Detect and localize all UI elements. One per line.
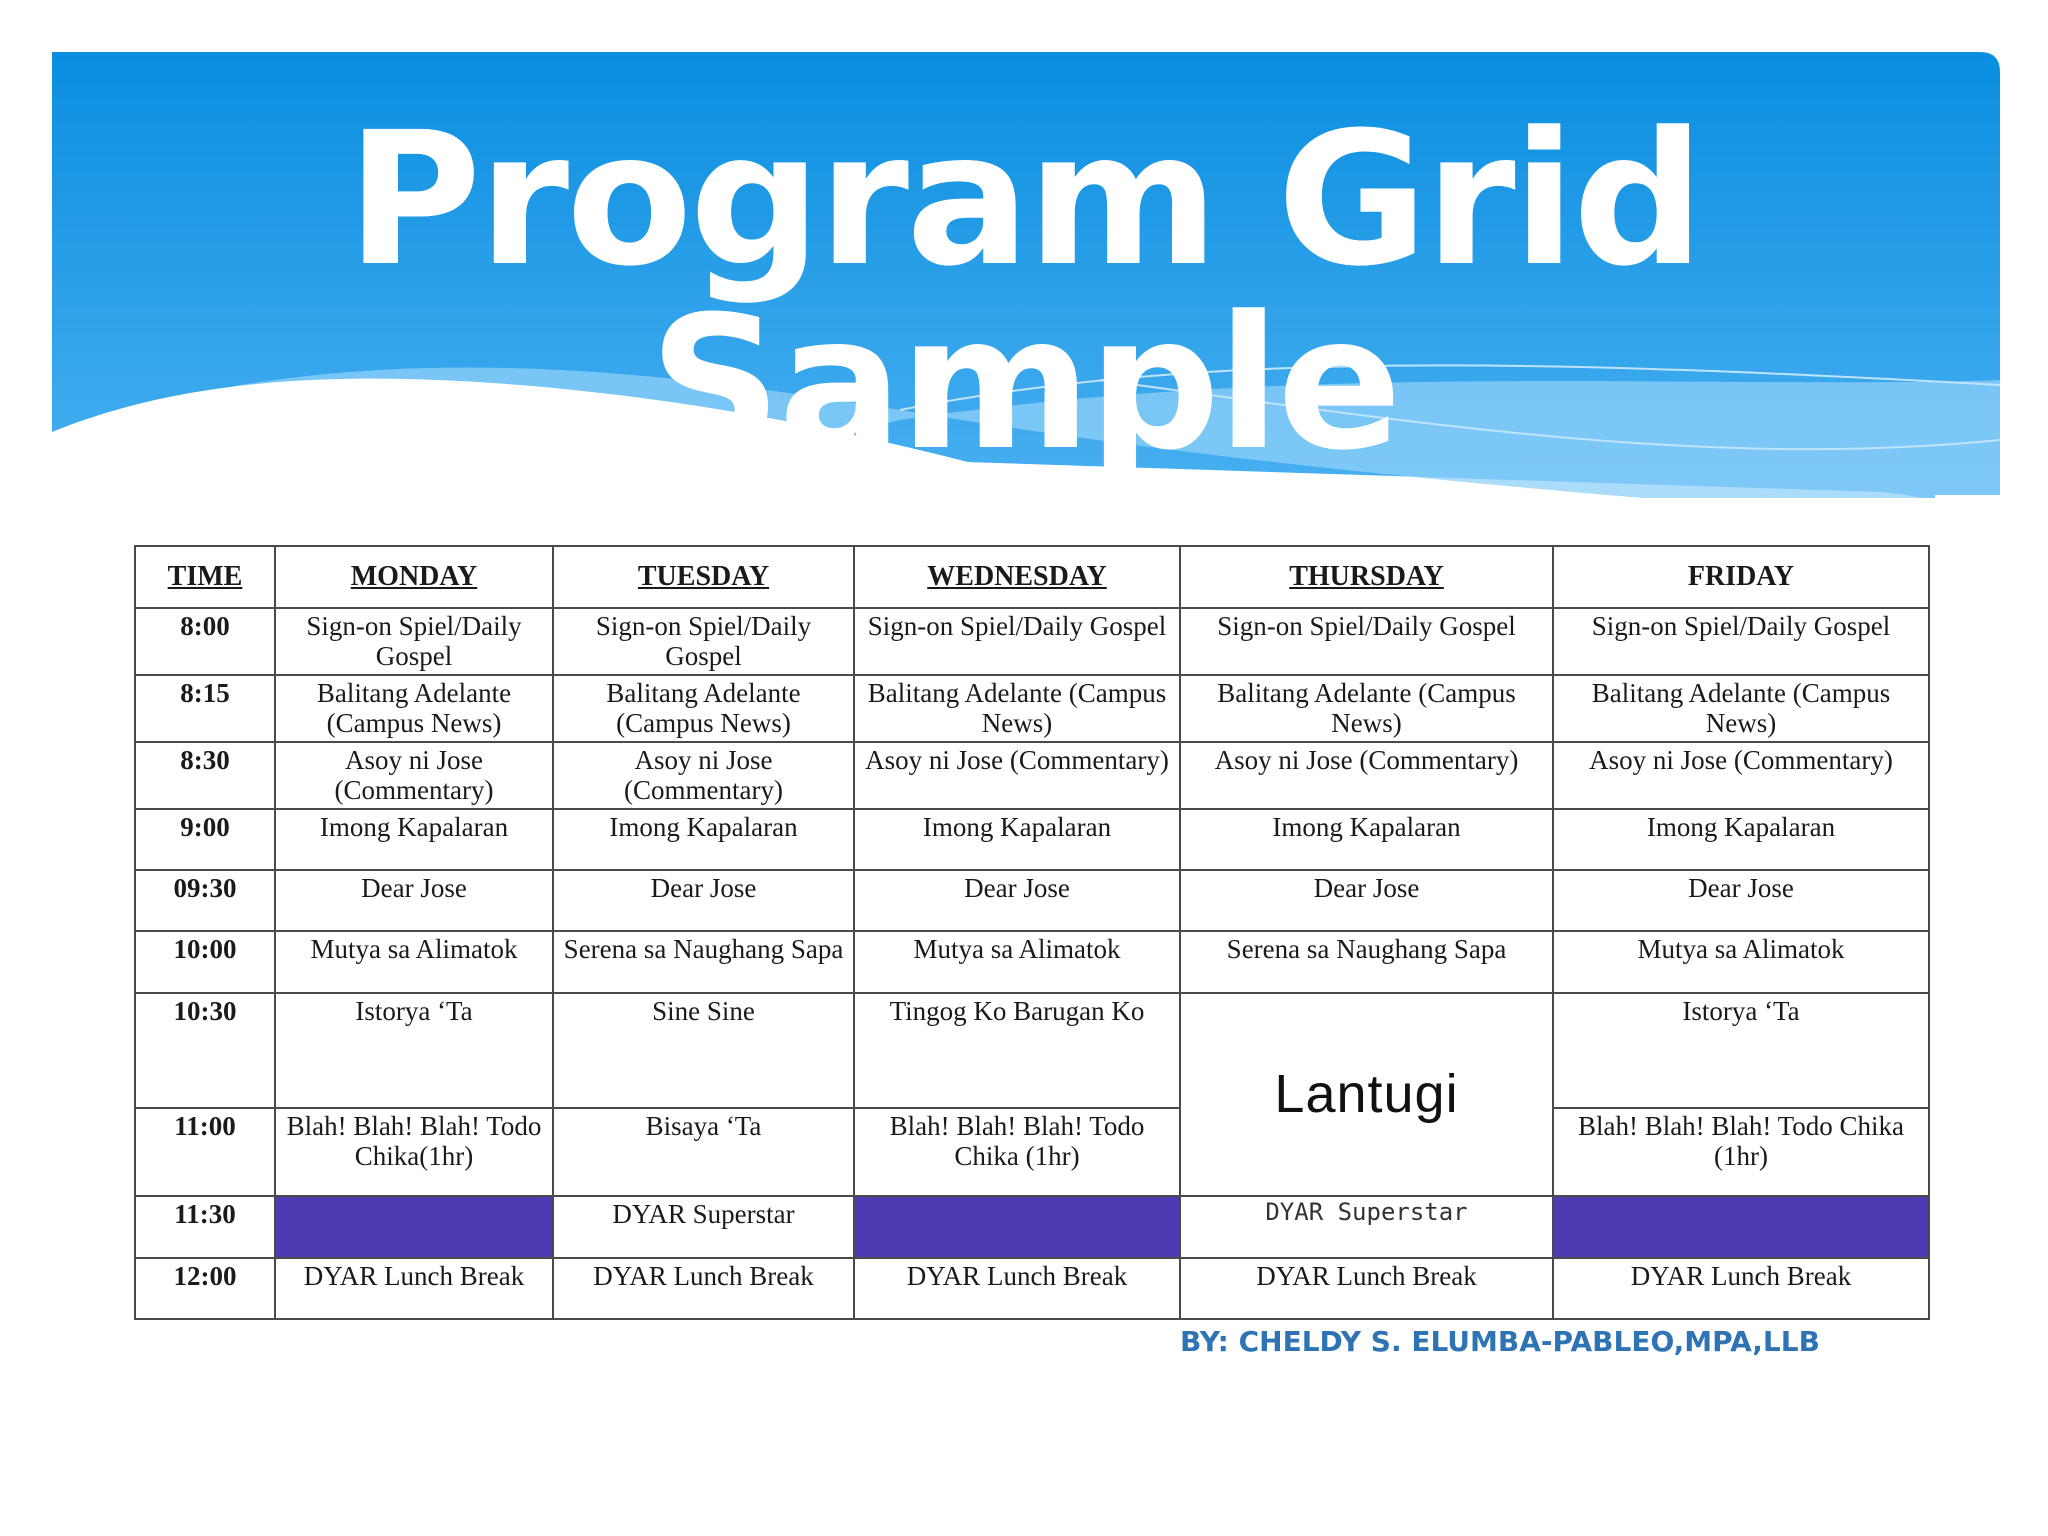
program-cell-handwritten: DYAR Superstar bbox=[1180, 1196, 1553, 1257]
program-cell: Balitang Adelante (Campus News) bbox=[275, 675, 553, 742]
filled-cell bbox=[275, 1196, 553, 1257]
time-cell: 8:30 bbox=[135, 742, 275, 809]
program-cell: Sign-on Spiel/Daily Gospel bbox=[553, 608, 854, 675]
program-cell: DYAR Lunch Break bbox=[1180, 1258, 1553, 1319]
program-cell: Balitang Adelante (Campus News) bbox=[553, 675, 854, 742]
program-cell: Imong Kapalaran bbox=[275, 809, 553, 870]
table-row bbox=[135, 870, 1929, 931]
time-cell: 10:30 bbox=[135, 993, 275, 1108]
program-cell: DYAR Superstar bbox=[553, 1196, 854, 1257]
program-grid-table bbox=[134, 545, 1930, 1320]
column-header-time: TIME bbox=[135, 546, 275, 608]
program-cell: Imong Kapalaran bbox=[1553, 809, 1929, 870]
program-cell: Sign-on Spiel/Daily Gospel bbox=[1553, 608, 1929, 675]
author-credit: BY: CHELDY S. ELUMBA-PABLEO,MPA,LLB bbox=[1180, 1325, 1820, 1358]
scan-edge bbox=[1935, 495, 2000, 535]
program-cell: Blah! Blah! Blah! Todo Chika (1hr) bbox=[1553, 1108, 1929, 1197]
program-cell: Sign-on Spiel/Daily Gospel bbox=[1180, 608, 1553, 675]
table-row bbox=[135, 742, 1929, 809]
filled-cell bbox=[1553, 1196, 1929, 1257]
program-cell: Mutya sa Alimatok bbox=[1553, 931, 1929, 992]
time-cell: 10:00 bbox=[135, 931, 275, 992]
program-cell: Dear Jose bbox=[1180, 870, 1553, 931]
column-header-wednesday: WEDNESDAY bbox=[854, 546, 1180, 608]
table-row bbox=[135, 608, 1929, 675]
column-header-friday: FRIDAY bbox=[1553, 546, 1929, 608]
time-cell: 09:30 bbox=[135, 870, 275, 931]
time-cell: 12:00 bbox=[135, 1258, 275, 1319]
program-cell: Imong Kapalaran bbox=[854, 809, 1180, 870]
table-row bbox=[135, 993, 1929, 1108]
program-cell: Mutya sa Alimatok bbox=[275, 931, 553, 992]
program-cell: Imong Kapalaran bbox=[553, 809, 854, 870]
program-cell: Istorya ‘Ta bbox=[275, 993, 553, 1108]
program-cell: Asoy ni Jose (Commentary) bbox=[854, 742, 1180, 809]
program-cell: Bisaya ‘Ta bbox=[553, 1108, 854, 1197]
time-cell: 11:30 bbox=[135, 1196, 275, 1257]
time-cell: 11:00 bbox=[135, 1108, 275, 1197]
program-cell: Tingog Ko Barugan Ko bbox=[854, 993, 1180, 1108]
program-cell: DYAR Lunch Break bbox=[553, 1258, 854, 1319]
program-cell: Sine Sine bbox=[553, 993, 854, 1108]
program-cell: Imong Kapalaran bbox=[1180, 809, 1553, 870]
table-row bbox=[135, 1196, 1929, 1257]
program-cell: Balitang Adelante (Campus News) bbox=[1180, 675, 1553, 742]
program-cell: Sign-on Spiel/Daily Gospel bbox=[854, 608, 1180, 675]
program-cell: Asoy ni Jose (Commentary) bbox=[275, 742, 553, 809]
program-cell: Dear Jose bbox=[854, 870, 1180, 931]
program-cell: Istorya ‘Ta bbox=[1553, 993, 1929, 1108]
program-cell: DYAR Lunch Break bbox=[854, 1258, 1180, 1319]
program-cell: DYAR Lunch Break bbox=[1553, 1258, 1929, 1319]
table-row bbox=[135, 931, 1929, 992]
program-cell: DYAR Lunch Break bbox=[275, 1258, 553, 1319]
table-row bbox=[135, 1108, 1929, 1197]
program-cell: Dear Jose bbox=[275, 870, 553, 931]
time-cell: 8:00 bbox=[135, 608, 275, 675]
program-cell: Balitang Adelante (Campus News) bbox=[854, 675, 1180, 742]
table-row bbox=[135, 675, 1929, 742]
table-row bbox=[135, 809, 1929, 870]
time-cell: 8:15 bbox=[135, 675, 275, 742]
program-cell: Blah! Blah! Blah! Todo Chika(1hr) bbox=[275, 1108, 553, 1197]
filled-cell bbox=[854, 1196, 1180, 1257]
program-cell: Asoy ni Jose (Commentary) bbox=[1553, 742, 1929, 809]
program-cell: Serena sa Naughang Sapa bbox=[1180, 931, 1553, 992]
program-cell: Mutya sa Alimatok bbox=[854, 931, 1180, 992]
program-cell: Dear Jose bbox=[1553, 870, 1929, 931]
column-header-thursday: THURSDAY bbox=[1180, 546, 1553, 608]
table-header-row bbox=[135, 546, 1929, 608]
table-row bbox=[135, 1258, 1929, 1319]
slide-title: Program Grid Sample bbox=[346, 93, 1702, 491]
program-cell: Asoy ni Jose (Commentary) bbox=[553, 742, 854, 809]
program-grid-scan bbox=[134, 545, 1928, 1320]
program-cell-lantugi: Lantugi bbox=[1180, 993, 1553, 1196]
time-cell: 9:00 bbox=[135, 809, 275, 870]
program-cell: Blah! Blah! Blah! Todo Chika (1hr) bbox=[854, 1108, 1180, 1197]
program-cell: Dear Jose bbox=[553, 870, 854, 931]
program-cell: Asoy ni Jose (Commentary) bbox=[1180, 742, 1553, 809]
column-header-monday: MONDAY bbox=[275, 546, 553, 608]
program-cell: Balitang Adelante (Campus News) bbox=[1553, 675, 1929, 742]
program-cell: Serena sa Naughang Sapa bbox=[553, 931, 854, 992]
program-cell: Sign-on Spiel/Daily Gospel bbox=[275, 608, 553, 675]
column-header-tuesday: TUESDAY bbox=[553, 546, 854, 608]
